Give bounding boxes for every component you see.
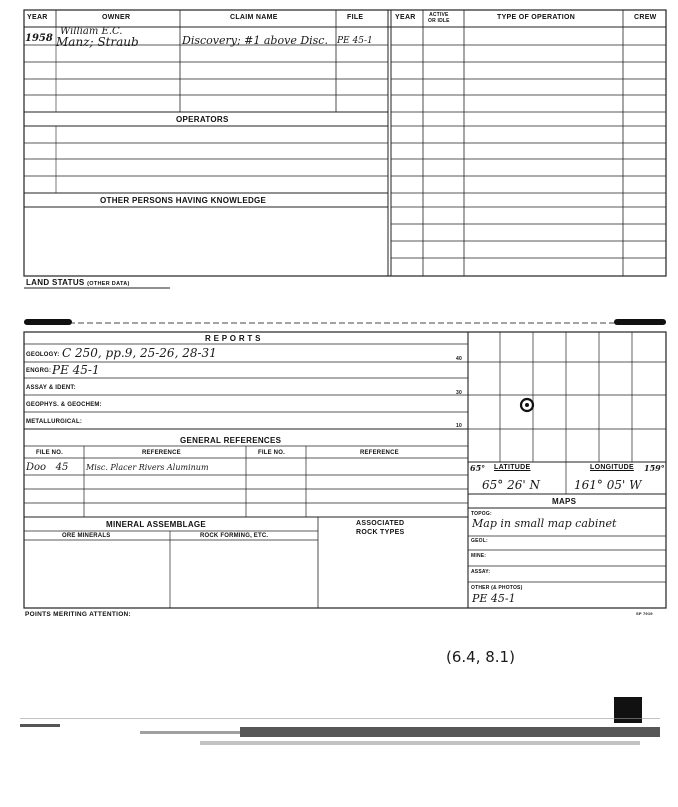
entry-file: PE 45-1 (337, 36, 373, 46)
entry-year: 1958 (25, 33, 53, 44)
mine-label: MINE: (471, 553, 487, 559)
geology-label: GEOLOGY: (26, 352, 60, 358)
lat-prefix: 65° (470, 463, 486, 473)
handwritten-coordinates: (6.4, 8.1) (446, 648, 515, 666)
header-file: FILE (347, 14, 364, 21)
form-number: SP 7919 (636, 611, 653, 616)
metallurgical-label: METALLURGICAL: (26, 419, 83, 425)
reports-title: R E P O R T S (205, 334, 261, 343)
longitude-label: LONGITUDE (590, 464, 634, 471)
latitude-label: LATITUDE (494, 464, 531, 471)
assay-ident-label: ASSAY & IDENT: (26, 385, 76, 391)
entry-owner-line1: William E.C. (60, 26, 123, 37)
topog-value: Map in small map cabinet (472, 517, 617, 530)
geol-label: GEOL: (471, 538, 488, 544)
land-status-label (26, 278, 130, 287)
gr-file-no-2: FILE NO. (258, 450, 285, 456)
header-year: YEAR (27, 14, 48, 21)
engrg-label: ENGRG: (26, 368, 52, 374)
entry-claim-name: Discovery; #1 above Disc. (182, 34, 328, 47)
land-status-sub: (OTHER DATA) (87, 281, 130, 287)
other-persons-label: OTHER PERSONS HAVING KNOWLEDGE (100, 196, 267, 205)
margin-40: 40 (456, 356, 462, 362)
long-value: 161° 05' W (574, 478, 642, 492)
rock-types-label: ROCK TYPES (356, 529, 405, 536)
header-crew: CREW (634, 14, 657, 21)
geophys-label: GEOPHYS. & GEOCHEM: (26, 402, 102, 408)
lat-value: 65° 26' N (482, 478, 540, 492)
header-owner: OWNER (102, 14, 131, 21)
gr-reference: REFERENCE (142, 450, 181, 456)
rock-forming-label: ROCK FORMING, ETC. (200, 533, 269, 539)
points-meriting-attention: POINTS MERITING ATTENTION: (25, 611, 132, 618)
general-references-title: GENERAL REFERENCES (180, 436, 282, 445)
associated-label: ASSOCIATED (356, 520, 405, 527)
assay-map-label: ASSAY: (471, 569, 491, 575)
maps-title: MAPS (552, 497, 577, 506)
header-type-of-operation: TYPE OF OPERATION (497, 14, 576, 21)
long-suffix: 159° (644, 463, 665, 473)
topog-label: TOPOG: (471, 511, 492, 517)
operators-label: OPERATORS (176, 115, 229, 124)
header-claim-name: CLAIM NAME (230, 14, 278, 21)
entry-owner-line2: Manz; Straub (56, 35, 139, 49)
header-year-right: YEAR (395, 14, 416, 21)
mineral-assemblage-title: MINERAL ASSEMBLAGE (106, 520, 207, 529)
ore-minerals-label: ORE MINERALS (62, 533, 111, 539)
gr-entry-reference: Misc. Placer Rivers Aluminum (86, 463, 209, 472)
gr-file-no: FILE NO. (36, 450, 63, 456)
margin-30: 30 (456, 390, 462, 396)
other-photos-label: OTHER (& PHOTOS) (471, 585, 523, 591)
other-photos-value: PE 45-1 (472, 592, 516, 605)
geology-value: C 250, pp.9, 25-26, 28-31 (62, 346, 217, 360)
engrg-value: PE 45-1 (52, 363, 100, 377)
gr-entry-file: Doo 45 (26, 462, 69, 473)
gr-reference-2: REFERENCE (360, 450, 399, 456)
margin-10: 10 (456, 423, 462, 429)
land-status-text: LAND STATUS (26, 278, 85, 287)
header-active-or-idle: ACTIVE OR IDLE (428, 12, 450, 24)
